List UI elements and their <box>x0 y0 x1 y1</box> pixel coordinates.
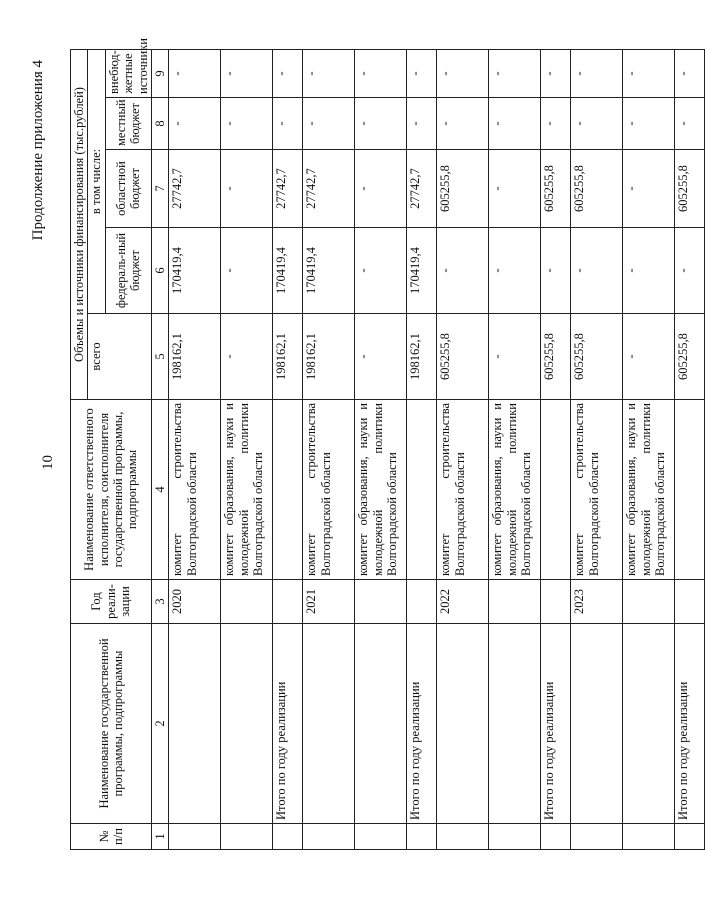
cell-extrabudget: - <box>221 49 273 97</box>
header-executor: Наименование ответственного исполнителя, соисполнителя государственной программы, подпрограммы <box>71 400 152 580</box>
cell-regional: 27742,7 <box>169 150 221 228</box>
table-row <box>571 49 623 849</box>
cell-total: 605255,8 <box>675 314 705 400</box>
cell-program-name <box>437 624 489 824</box>
cell-local: - <box>489 98 541 150</box>
header-regional: областной бюджет <box>105 150 151 228</box>
header-program-name: Наименование государственной программы, подпрограммы <box>71 624 152 824</box>
cell-regional: 605255,8 <box>541 150 571 228</box>
cell-local: - <box>437 98 489 150</box>
cell-extrabudget: - <box>407 49 437 97</box>
cell-extrabudget: - <box>355 49 407 97</box>
header-total: всего <box>88 314 152 400</box>
header-n8: 8 <box>151 98 168 150</box>
cell-total: - <box>623 314 675 400</box>
cell-year <box>541 580 571 624</box>
header-local: местный бюджет <box>105 98 151 150</box>
cell-federal: - <box>489 228 541 314</box>
cell-num <box>541 824 571 850</box>
cell-num <box>221 824 273 850</box>
table-body <box>169 49 705 849</box>
table-row <box>489 49 541 849</box>
cell-program-name <box>623 624 675 824</box>
cell-regional: - <box>489 150 541 228</box>
cell-year <box>355 580 407 624</box>
cell-program-name <box>169 624 221 824</box>
header-n7: 7 <box>151 150 168 228</box>
cell-num <box>407 824 437 850</box>
cell-regional: 27742,7 <box>407 150 437 228</box>
cell-regional: 605255,8 <box>437 150 489 228</box>
cell-local: - <box>273 98 303 150</box>
cell-num <box>571 824 623 850</box>
cell-program-name: Итого по году реализации <box>675 624 705 824</box>
header-n3: 3 <box>151 580 168 624</box>
cell-num <box>303 824 355 850</box>
cell-program-name <box>571 624 623 824</box>
total-row <box>675 49 705 849</box>
cell-executor <box>407 400 437 580</box>
cell-num <box>437 824 489 850</box>
cell-executor <box>273 400 303 580</box>
cell-program-name <box>303 624 355 824</box>
cell-extrabudget: - <box>169 49 221 97</box>
cell-executor <box>675 400 705 580</box>
cell-extrabudget: - <box>303 49 355 97</box>
cell-local: - <box>675 98 705 150</box>
cell-executor: комитет строительства Волгоградской области <box>169 400 221 580</box>
header-federal: федераль-ный бюджет <box>105 228 151 314</box>
cell-local: - <box>355 98 407 150</box>
cell-extrabudget: - <box>675 49 705 97</box>
cell-executor <box>541 400 571 580</box>
table-row <box>303 49 355 849</box>
cell-local: - <box>169 98 221 150</box>
cell-federal: - <box>675 228 705 314</box>
cell-total: - <box>355 314 407 400</box>
cell-year: 2023 <box>571 580 623 624</box>
cell-num <box>489 824 541 850</box>
cell-program-name <box>489 624 541 824</box>
table-row <box>623 49 675 849</box>
cell-regional: 27742,7 <box>273 150 303 228</box>
cell-total: - <box>489 314 541 400</box>
cell-year <box>407 580 437 624</box>
total-row <box>541 49 571 849</box>
total-row <box>273 49 303 849</box>
cell-total: 605255,8 <box>437 314 489 400</box>
cell-year: 2021 <box>303 580 355 624</box>
cell-local: - <box>541 98 571 150</box>
cell-year <box>489 580 541 624</box>
cell-federal: 170419,4 <box>273 228 303 314</box>
cell-total: 605255,8 <box>541 314 571 400</box>
cell-federal: - <box>541 228 571 314</box>
cell-federal: - <box>571 228 623 314</box>
header-n9: 9 <box>151 49 168 97</box>
cell-federal: - <box>623 228 675 314</box>
financing-table <box>70 38 705 850</box>
cell-num <box>675 824 705 850</box>
cell-extrabudget: - <box>437 49 489 97</box>
cell-year <box>623 580 675 624</box>
cell-regional: - <box>623 150 675 228</box>
header-num: № п/п <box>71 824 152 850</box>
appendix-caption: Продолжение приложения 4 <box>30 60 46 241</box>
header-n1: 1 <box>151 824 168 850</box>
cell-local: - <box>407 98 437 150</box>
cell-local: - <box>303 98 355 150</box>
header-including: в том числе: <box>88 49 105 313</box>
cell-executor: комитет образования, науки и молодежной политики Волгоградской области <box>489 400 541 580</box>
cell-executor: комитет строительства Волгоградской области <box>571 400 623 580</box>
cell-year: 2022 <box>437 580 489 624</box>
cell-regional: - <box>355 150 407 228</box>
cell-federal: 170419,4 <box>407 228 437 314</box>
cell-total: 605255,8 <box>571 314 623 400</box>
cell-num <box>623 824 675 850</box>
cell-program-name: Итого по году реализации <box>541 624 571 824</box>
header-volume: Объемы и источники финансирования (тыс.рублей) <box>71 49 88 399</box>
cell-federal: 170419,4 <box>303 228 355 314</box>
cell-year: 2020 <box>169 580 221 624</box>
cell-executor: комитет образования, науки и молодежной политики Волгоградской области <box>355 400 407 580</box>
cell-program-name: Итого по году реализации <box>273 624 303 824</box>
header-year: Год реали-зации <box>71 580 152 624</box>
cell-extrabudget: - <box>273 49 303 97</box>
cell-program-name: Итого по году реализации <box>407 624 437 824</box>
total-row <box>407 49 437 849</box>
header-n6: 6 <box>151 228 168 314</box>
cell-program-name <box>221 624 273 824</box>
page-number: 10 <box>40 455 56 470</box>
cell-year <box>675 580 705 624</box>
cell-extrabudget: - <box>623 49 675 97</box>
cell-federal: - <box>437 228 489 314</box>
table-row <box>169 49 221 849</box>
header-n4: 4 <box>151 400 168 580</box>
cell-regional: 27742,7 <box>303 150 355 228</box>
cell-regional: 605255,8 <box>571 150 623 228</box>
table-row <box>221 49 273 849</box>
header-number-row <box>151 49 168 849</box>
cell-extrabudget: - <box>489 49 541 97</box>
cell-year <box>221 580 273 624</box>
cell-extrabudget: - <box>571 49 623 97</box>
cell-total: 198162,1 <box>169 314 221 400</box>
cell-total: 198162,1 <box>273 314 303 400</box>
cell-executor: комитет образования, науки и молодежной политики Волгоградской области <box>221 400 273 580</box>
cell-total: - <box>221 314 273 400</box>
cell-regional: - <box>221 150 273 228</box>
header-extrabudget: внебюд-жетные источники <box>105 49 151 97</box>
cell-program-name <box>355 624 407 824</box>
cell-executor: комитет строительства Волгоградской области <box>437 400 489 580</box>
header-row-1 <box>71 49 88 849</box>
header-n2: 2 <box>151 624 168 824</box>
cell-extrabudget: - <box>541 49 571 97</box>
cell-executor: комитет строительства Волгоградской области <box>303 400 355 580</box>
cell-num <box>273 824 303 850</box>
cell-num <box>169 824 221 850</box>
cell-year <box>273 580 303 624</box>
cell-total: 198162,1 <box>303 314 355 400</box>
cell-federal: 170419,4 <box>169 228 221 314</box>
cell-local: - <box>221 98 273 150</box>
cell-num <box>355 824 407 850</box>
header-n5: 5 <box>151 314 168 400</box>
table-row <box>437 49 489 849</box>
cell-executor: комитет образования, науки и молодежной политики Волгоградской области <box>623 400 675 580</box>
cell-local: - <box>571 98 623 150</box>
cell-total: 198162,1 <box>407 314 437 400</box>
cell-federal: - <box>355 228 407 314</box>
cell-regional: 605255,8 <box>675 150 705 228</box>
cell-federal: - <box>221 228 273 314</box>
table-row <box>355 49 407 849</box>
cell-local: - <box>623 98 675 150</box>
